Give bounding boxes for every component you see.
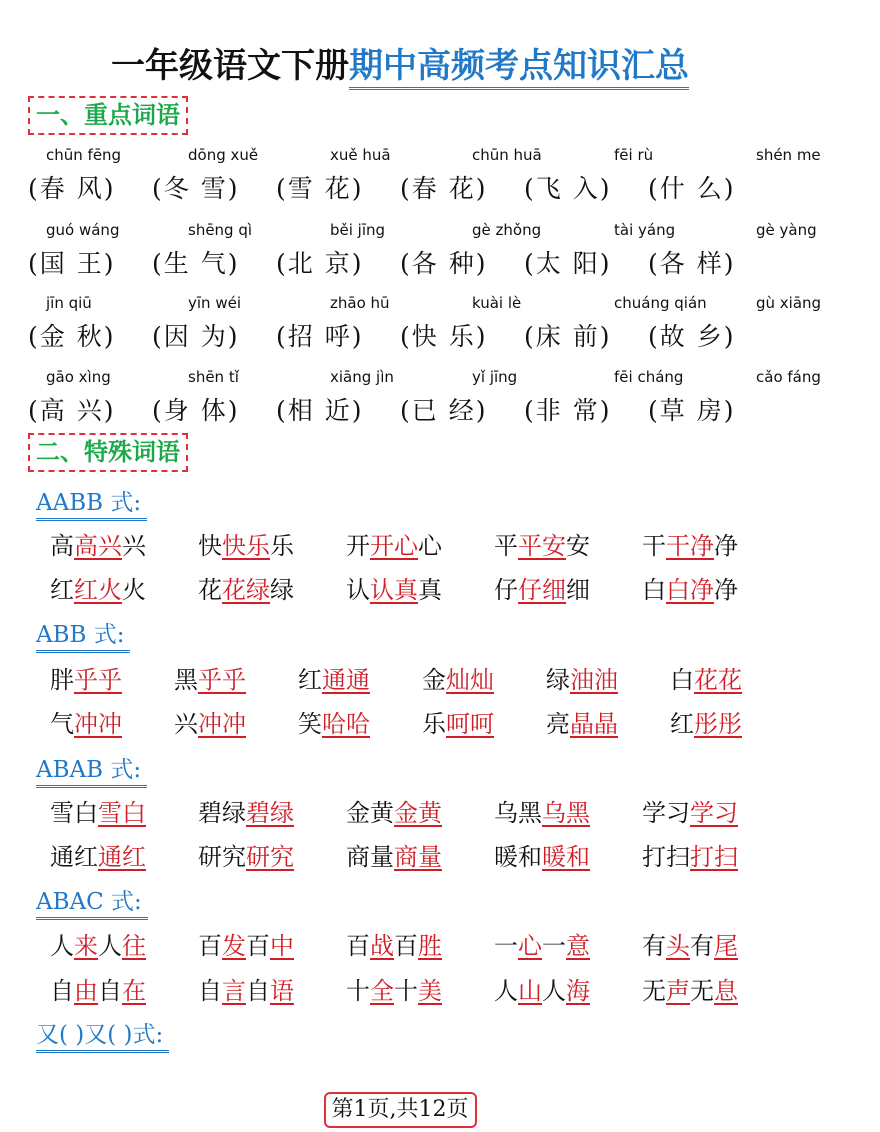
aabb-item bbox=[494, 530, 642, 562]
given-text: 平 bbox=[494, 532, 518, 560]
answer-text: 金黄 bbox=[394, 799, 442, 827]
answer-text: 来 bbox=[74, 932, 98, 960]
pinyin-row bbox=[28, 367, 821, 387]
word-row bbox=[28, 172, 788, 206]
given-text: 净 bbox=[714, 532, 738, 560]
given-text: 干 bbox=[642, 532, 666, 560]
pinyin-text: cǎo fáng bbox=[756, 368, 821, 386]
given-text: 认 bbox=[346, 576, 370, 604]
given-text: 红 bbox=[670, 710, 694, 738]
vocab-word: (非 常) bbox=[524, 396, 612, 425]
given-text: 无 bbox=[642, 977, 666, 1005]
answer-text: 声 bbox=[666, 977, 690, 1005]
given-text: 兴 bbox=[174, 710, 198, 738]
given-text: 有 bbox=[690, 932, 714, 960]
vocab-word: (身 体) bbox=[152, 396, 240, 425]
answer-text: 仔细 bbox=[518, 576, 566, 604]
aabb-item bbox=[50, 530, 198, 562]
vocab-word: (北 京) bbox=[276, 249, 364, 278]
answer-text: 商量 bbox=[394, 843, 442, 871]
answer-text: 头 bbox=[666, 932, 690, 960]
given-text: 乐 bbox=[270, 532, 294, 560]
abb-item bbox=[50, 708, 174, 740]
given-text: 通红 bbox=[50, 843, 98, 871]
vocab-word: (生 气) bbox=[152, 249, 240, 278]
given-text: 一 bbox=[542, 932, 566, 960]
abb-item bbox=[670, 664, 794, 696]
abab-item bbox=[346, 797, 494, 829]
abab-item bbox=[494, 841, 642, 873]
given-text: 乐 bbox=[422, 710, 446, 738]
vocab-word: (因 为) bbox=[152, 322, 240, 351]
pinyin-text: běi jīng bbox=[330, 221, 386, 239]
pinyin-text: fēi cháng bbox=[614, 368, 684, 386]
abab-item bbox=[198, 841, 346, 873]
answer-text: 乎乎 bbox=[74, 666, 122, 694]
abab-item bbox=[494, 797, 642, 829]
pinyin-text: kuài lè bbox=[472, 294, 522, 312]
pinyin-text: chuáng qián bbox=[614, 294, 707, 312]
pinyin-text: gù xiāng bbox=[756, 294, 822, 312]
given-text: 开 bbox=[346, 532, 370, 560]
aabb-item bbox=[198, 574, 346, 606]
answer-text: 发 bbox=[222, 932, 246, 960]
given-text: 快 bbox=[198, 532, 222, 560]
given-text: 金黄 bbox=[346, 799, 394, 827]
given-text: 真 bbox=[418, 576, 442, 604]
aabb-heading: AABB 式: bbox=[36, 488, 147, 521]
pinyin-text: shén me bbox=[756, 146, 821, 164]
given-text: 有 bbox=[642, 932, 666, 960]
abab-item bbox=[50, 797, 198, 829]
answer-text: 学习 bbox=[690, 799, 738, 827]
answer-text: 由 bbox=[74, 977, 98, 1005]
answer-text: 快乐 bbox=[222, 532, 270, 560]
answer-text: 红火 bbox=[74, 576, 122, 604]
given-text: 绿 bbox=[270, 576, 294, 604]
given-text: 人 bbox=[494, 977, 518, 1005]
answer-text: 碧绿 bbox=[246, 799, 294, 827]
answer-text: 哈哈 bbox=[322, 710, 370, 738]
abb-row bbox=[50, 664, 790, 696]
answer-text: 彤彤 bbox=[694, 710, 742, 738]
given-text: 人 bbox=[542, 977, 566, 1005]
abac-item bbox=[494, 975, 642, 1007]
vocab-word: (雪 花) bbox=[276, 174, 364, 203]
given-text: 百 bbox=[246, 932, 270, 960]
vocab-word: (冬 雪) bbox=[152, 174, 240, 203]
answer-text: 冲冲 bbox=[74, 710, 122, 738]
answer-text: 冲冲 bbox=[198, 710, 246, 738]
pinyin-text: chūn fēng bbox=[46, 146, 122, 164]
vocab-word: (招 呼) bbox=[276, 322, 364, 351]
page-number: 第1页,共12页 bbox=[324, 1092, 477, 1128]
pinyin-row bbox=[28, 145, 821, 165]
given-text: 暖和 bbox=[494, 843, 542, 871]
abac-item bbox=[642, 930, 790, 962]
aabb-item bbox=[642, 574, 790, 606]
given-text: 百 bbox=[394, 932, 418, 960]
answer-text: 打扫 bbox=[690, 843, 738, 871]
aabb-item bbox=[50, 574, 198, 606]
abab-item bbox=[198, 797, 346, 829]
answer-text: 通通 bbox=[322, 666, 370, 694]
vocab-word: (各 种) bbox=[400, 249, 488, 278]
aabb-row bbox=[50, 574, 790, 606]
word-row bbox=[28, 394, 788, 428]
answer-text: 全 bbox=[370, 977, 394, 1005]
abab-item bbox=[642, 797, 790, 829]
vocab-word: (国 王) bbox=[28, 249, 116, 278]
given-text: 胖 bbox=[50, 666, 74, 694]
pinyin-text: gāo xìng bbox=[46, 368, 111, 386]
abb-item bbox=[174, 664, 298, 696]
section2-heading: 二、特殊词语 bbox=[28, 433, 188, 472]
pinyin-row bbox=[28, 293, 822, 313]
answer-text: 平安 bbox=[518, 532, 566, 560]
answer-text: 乌黑 bbox=[542, 799, 590, 827]
answer-text: 高兴 bbox=[74, 532, 122, 560]
given-text: 细 bbox=[566, 576, 590, 604]
given-text: 仔 bbox=[494, 576, 518, 604]
answer-text: 语 bbox=[270, 977, 294, 1005]
given-text: 金 bbox=[422, 666, 446, 694]
vocab-word: (快 乐) bbox=[400, 322, 488, 351]
given-text: 花 bbox=[198, 576, 222, 604]
given-text: 无 bbox=[690, 977, 714, 1005]
abab-row bbox=[50, 841, 790, 873]
title-part2: 期中高频考点知识汇总 bbox=[349, 46, 689, 90]
answer-text: 胜 bbox=[418, 932, 442, 960]
word-row bbox=[28, 247, 788, 281]
abb-row bbox=[50, 708, 790, 740]
given-text: 自 bbox=[246, 977, 270, 1005]
answer-text: 中 bbox=[270, 932, 294, 960]
answer-text: 息 bbox=[714, 977, 738, 1005]
vocab-word: (床 前) bbox=[524, 322, 612, 351]
given-text: 学习 bbox=[642, 799, 690, 827]
abac-item bbox=[346, 975, 494, 1007]
aabb-item bbox=[494, 574, 642, 606]
answer-text: 认真 bbox=[370, 576, 418, 604]
pinyin-row bbox=[28, 220, 817, 240]
given-text: 白 bbox=[670, 666, 694, 694]
abac-row bbox=[50, 975, 790, 1007]
vocab-word: (相 近) bbox=[276, 396, 364, 425]
given-text: 黑 bbox=[174, 666, 198, 694]
abb-item bbox=[174, 708, 298, 740]
answer-text: 晶晶 bbox=[570, 710, 618, 738]
answer-text: 战 bbox=[370, 932, 394, 960]
abab-item bbox=[50, 841, 198, 873]
answer-text: 山 bbox=[518, 977, 542, 1005]
vocab-word: (已 经) bbox=[400, 396, 488, 425]
aabb-row bbox=[50, 530, 790, 562]
given-text: 净 bbox=[714, 576, 738, 604]
vocab-word: (各 样) bbox=[648, 249, 736, 278]
abb-item bbox=[50, 664, 174, 696]
pinyin-text: xiāng jìn bbox=[330, 368, 394, 386]
answer-text: 研究 bbox=[246, 843, 294, 871]
vocab-word: (金 秋) bbox=[28, 322, 116, 351]
pinyin-text: gè yàng bbox=[756, 221, 817, 239]
given-text: 打扫 bbox=[642, 843, 690, 871]
given-text: 火 bbox=[122, 576, 146, 604]
given-text: 百 bbox=[346, 932, 370, 960]
given-text: 高 bbox=[50, 532, 74, 560]
vocab-word: (高 兴) bbox=[28, 396, 116, 425]
given-text: 红 bbox=[50, 576, 74, 604]
given-text: 人 bbox=[50, 932, 74, 960]
abb-item bbox=[546, 708, 670, 740]
pinyin-text: tài yáng bbox=[614, 221, 676, 239]
given-text: 自 bbox=[98, 977, 122, 1005]
abab-item bbox=[642, 841, 790, 873]
answer-text: 暖和 bbox=[542, 843, 590, 871]
page-footer bbox=[0, 1092, 800, 1128]
abac-heading: ABAC 式: bbox=[36, 887, 148, 920]
vocab-word: (什 么) bbox=[648, 174, 736, 203]
given-text: 雪白 bbox=[50, 799, 98, 827]
vocab-word: (草 房) bbox=[648, 396, 736, 425]
given-text: 自 bbox=[198, 977, 222, 1005]
aabb-item bbox=[642, 530, 790, 562]
abac-item bbox=[198, 975, 346, 1007]
given-text: 人 bbox=[98, 932, 122, 960]
answer-text: 乎乎 bbox=[198, 666, 246, 694]
abb-heading: ABB 式: bbox=[36, 620, 130, 653]
given-text: 兴 bbox=[122, 532, 146, 560]
vocab-word: (春 风) bbox=[28, 174, 116, 203]
answer-text: 花绿 bbox=[222, 576, 270, 604]
abb-item bbox=[298, 708, 422, 740]
answer-text: 心 bbox=[518, 932, 542, 960]
abac-item bbox=[198, 930, 346, 962]
given-text: 商量 bbox=[346, 843, 394, 871]
pinyin-text: xuě huā bbox=[330, 146, 391, 164]
pinyin-text: shēn tǐ bbox=[188, 368, 239, 386]
given-text: 亮 bbox=[546, 710, 570, 738]
given-text: 碧绿 bbox=[198, 799, 246, 827]
vocab-word: (故 乡) bbox=[648, 322, 736, 351]
vocab-word: (飞 入) bbox=[524, 174, 612, 203]
abac-row bbox=[50, 930, 790, 962]
answer-text: 灿灿 bbox=[446, 666, 494, 694]
abb-item bbox=[546, 664, 670, 696]
answer-text: 雪白 bbox=[98, 799, 146, 827]
answer-text: 油油 bbox=[570, 666, 618, 694]
aabb-item bbox=[198, 530, 346, 562]
answer-text: 通红 bbox=[98, 843, 146, 871]
title-part1: 一年级语文下册 bbox=[111, 46, 349, 86]
answer-text: 呵呵 bbox=[446, 710, 494, 738]
pinyin-text: yǐ jīng bbox=[472, 368, 518, 386]
pinyin-text: jīn qiū bbox=[46, 294, 92, 312]
abb-item bbox=[670, 708, 794, 740]
answer-text: 开心 bbox=[370, 532, 418, 560]
answer-text: 尾 bbox=[714, 932, 738, 960]
given-text: 绿 bbox=[546, 666, 570, 694]
vocab-word: (太 阳) bbox=[524, 249, 612, 278]
abac-item bbox=[494, 930, 642, 962]
pinyin-text: guó wáng bbox=[46, 221, 120, 239]
given-text: 十 bbox=[346, 977, 370, 1005]
given-text: 红 bbox=[298, 666, 322, 694]
abb-item bbox=[298, 664, 422, 696]
pinyin-text: dōng xuě bbox=[188, 146, 259, 164]
answer-text: 干净 bbox=[666, 532, 714, 560]
pinyin-text: yīn wéi bbox=[188, 294, 241, 312]
given-text: 百 bbox=[198, 932, 222, 960]
given-text: 一 bbox=[494, 932, 518, 960]
given-text: 气 bbox=[50, 710, 74, 738]
answer-text: 花花 bbox=[694, 666, 742, 694]
abb-item bbox=[422, 708, 546, 740]
given-text: 安 bbox=[566, 532, 590, 560]
answer-text: 白净 bbox=[666, 576, 714, 604]
answer-text: 海 bbox=[566, 977, 590, 1005]
pinyin-text: chūn huā bbox=[472, 146, 542, 164]
abb-item bbox=[422, 664, 546, 696]
abab-heading: ABAB 式: bbox=[36, 755, 147, 788]
youyou-heading: 又( )又( )式: bbox=[36, 1020, 169, 1053]
given-text: 白 bbox=[642, 576, 666, 604]
answer-text: 言 bbox=[222, 977, 246, 1005]
abab-item bbox=[346, 841, 494, 873]
pinyin-text: fēi rù bbox=[614, 146, 654, 164]
answer-text: 意 bbox=[566, 932, 590, 960]
section1-heading: 一、重点词语 bbox=[28, 96, 188, 135]
vocab-word: (春 花) bbox=[400, 174, 488, 203]
given-text: 乌黑 bbox=[494, 799, 542, 827]
pinyin-text: shēng qì bbox=[188, 221, 253, 239]
given-text: 笑 bbox=[298, 710, 322, 738]
page-title bbox=[0, 42, 800, 90]
pinyin-text: gè zhǒng bbox=[472, 221, 542, 239]
abac-item bbox=[50, 930, 198, 962]
given-text: 研究 bbox=[198, 843, 246, 871]
abac-item bbox=[346, 930, 494, 962]
word-row bbox=[28, 320, 788, 354]
given-text: 自 bbox=[50, 977, 74, 1005]
pinyin-text: zhāo hū bbox=[330, 294, 390, 312]
aabb-item bbox=[346, 530, 494, 562]
abac-item bbox=[642, 975, 790, 1007]
abab-row bbox=[50, 797, 790, 829]
abac-item bbox=[50, 975, 198, 1007]
aabb-item bbox=[346, 574, 494, 606]
answer-text: 美 bbox=[418, 977, 442, 1005]
given-text: 十 bbox=[394, 977, 418, 1005]
answer-text: 在 bbox=[122, 977, 146, 1005]
answer-text: 往 bbox=[122, 932, 146, 960]
given-text: 心 bbox=[418, 532, 442, 560]
